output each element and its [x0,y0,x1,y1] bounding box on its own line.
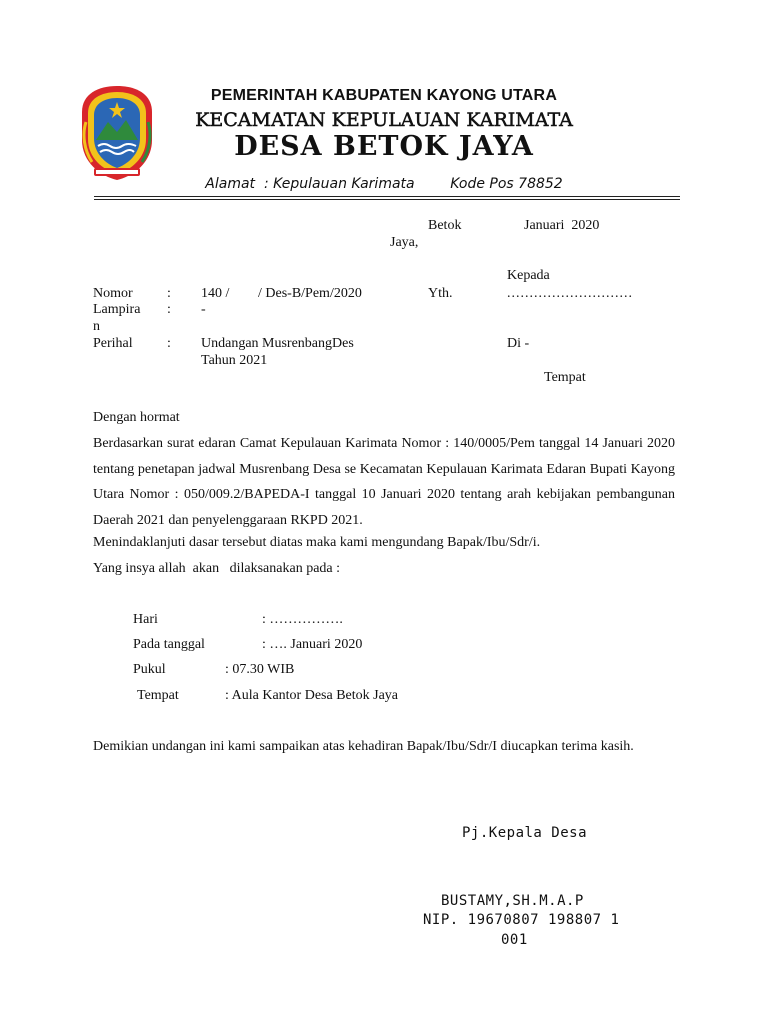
perihal-label: Perihal [93,336,133,351]
perihal-value-line-2: Tahun 2021 [201,353,268,368]
body-paragraph-1: Berdasarkan surat edaran Camat Kepulauan Karimata Nomor : 140/0005/Pem tanggal 14 Januari 2020 tentang penetapan jadwal Musrenbang Desa se Kecamatan Kepulauan Karimata Edaran Bupati Kayong Utara Nomor : 050/009.2/BAPEDA-I tanggal 10 Januari 2020 tentang arah kebijakan pembangunan Daerah 2021 dan penyelenggaraan RKPD 2021. [93,436,675,529]
schedule-tanggal-value: : …. Januari 2020 [262,637,363,652]
lampiran-colon: : [167,302,171,317]
recipient-yth: Yth. [428,286,453,301]
regency-coat-of-arms-icon [78,82,156,182]
lampiran-label: Lampira [93,302,141,317]
signatory-title: Pj.Kepala Desa [462,825,588,841]
signatory-nip-line-2: 001 [501,932,528,948]
header-divider [94,196,680,197]
schedule-pukul-value: : 07.30 WIB [225,662,295,677]
schedule-hari-value: : ……………. [262,612,343,627]
header-divider-secondary [94,199,680,200]
signatory-nip: NIP. 19670807 198807 1 [423,912,620,928]
place-line-1: Betok [428,218,462,233]
address-line: Alamat : Kepulauan Karimata Kode Pos 78852 [205,176,563,192]
schedule-tanggal-label: Pada tanggal [133,637,205,652]
schedule-pukul-label: Pukul [133,662,166,677]
perihal-colon: : [167,336,171,351]
recipient-di: Di - [507,336,530,351]
body-paragraph-3: Yang insya allah akan dilaksanakan pada : [93,561,341,576]
nomor-colon: : [167,286,171,301]
greeting: Dengan hormat [93,410,180,425]
village-name: DESA BETOK JAYA [234,131,534,162]
nomor-value-prefix: 140 / [201,286,230,301]
recipient-kepada: Kepada [507,268,550,283]
signatory-name: BUSTAMY,SH.M.A.P [441,893,584,909]
government-name: PEMERINTAH KABUPATEN KAYONG UTARA [210,87,558,104]
place-line-2: Jaya, [390,235,419,250]
closing-paragraph: Demikian undangan ini kami sampaikan atas kehadiran Bapak/Ibu/Sdr/I diucapkan terima kasih. [93,739,634,754]
lampiran-value: - [201,302,206,317]
perihal-value: Undangan MusrenbangDes [201,336,354,351]
nomor-value-suffix: / Des-B/Pem/2020 [258,286,362,301]
schedule-tempat-label: Tempat [137,688,179,703]
schedule-tempat-value: : Aula Kantor Desa Betok Jaya [225,688,399,703]
schedule-hari-label: Hari [133,612,158,627]
recipient-tempat: Tempat [544,370,586,385]
letter-date: Januari 2020 [524,218,600,233]
nomor-label: Nomor [93,286,133,301]
recipient-placeholder: ............................ [507,286,633,301]
lampiran-label-wrap: n [93,319,100,334]
district-name: KECAMATAN KEPULAUAN KARIMATA [195,109,573,131]
body-paragraph-2: Menindaklanjuti dasar tersebut diatas maka kami mengundang Bapak/Ibu/Sdr/i. [93,535,541,550]
